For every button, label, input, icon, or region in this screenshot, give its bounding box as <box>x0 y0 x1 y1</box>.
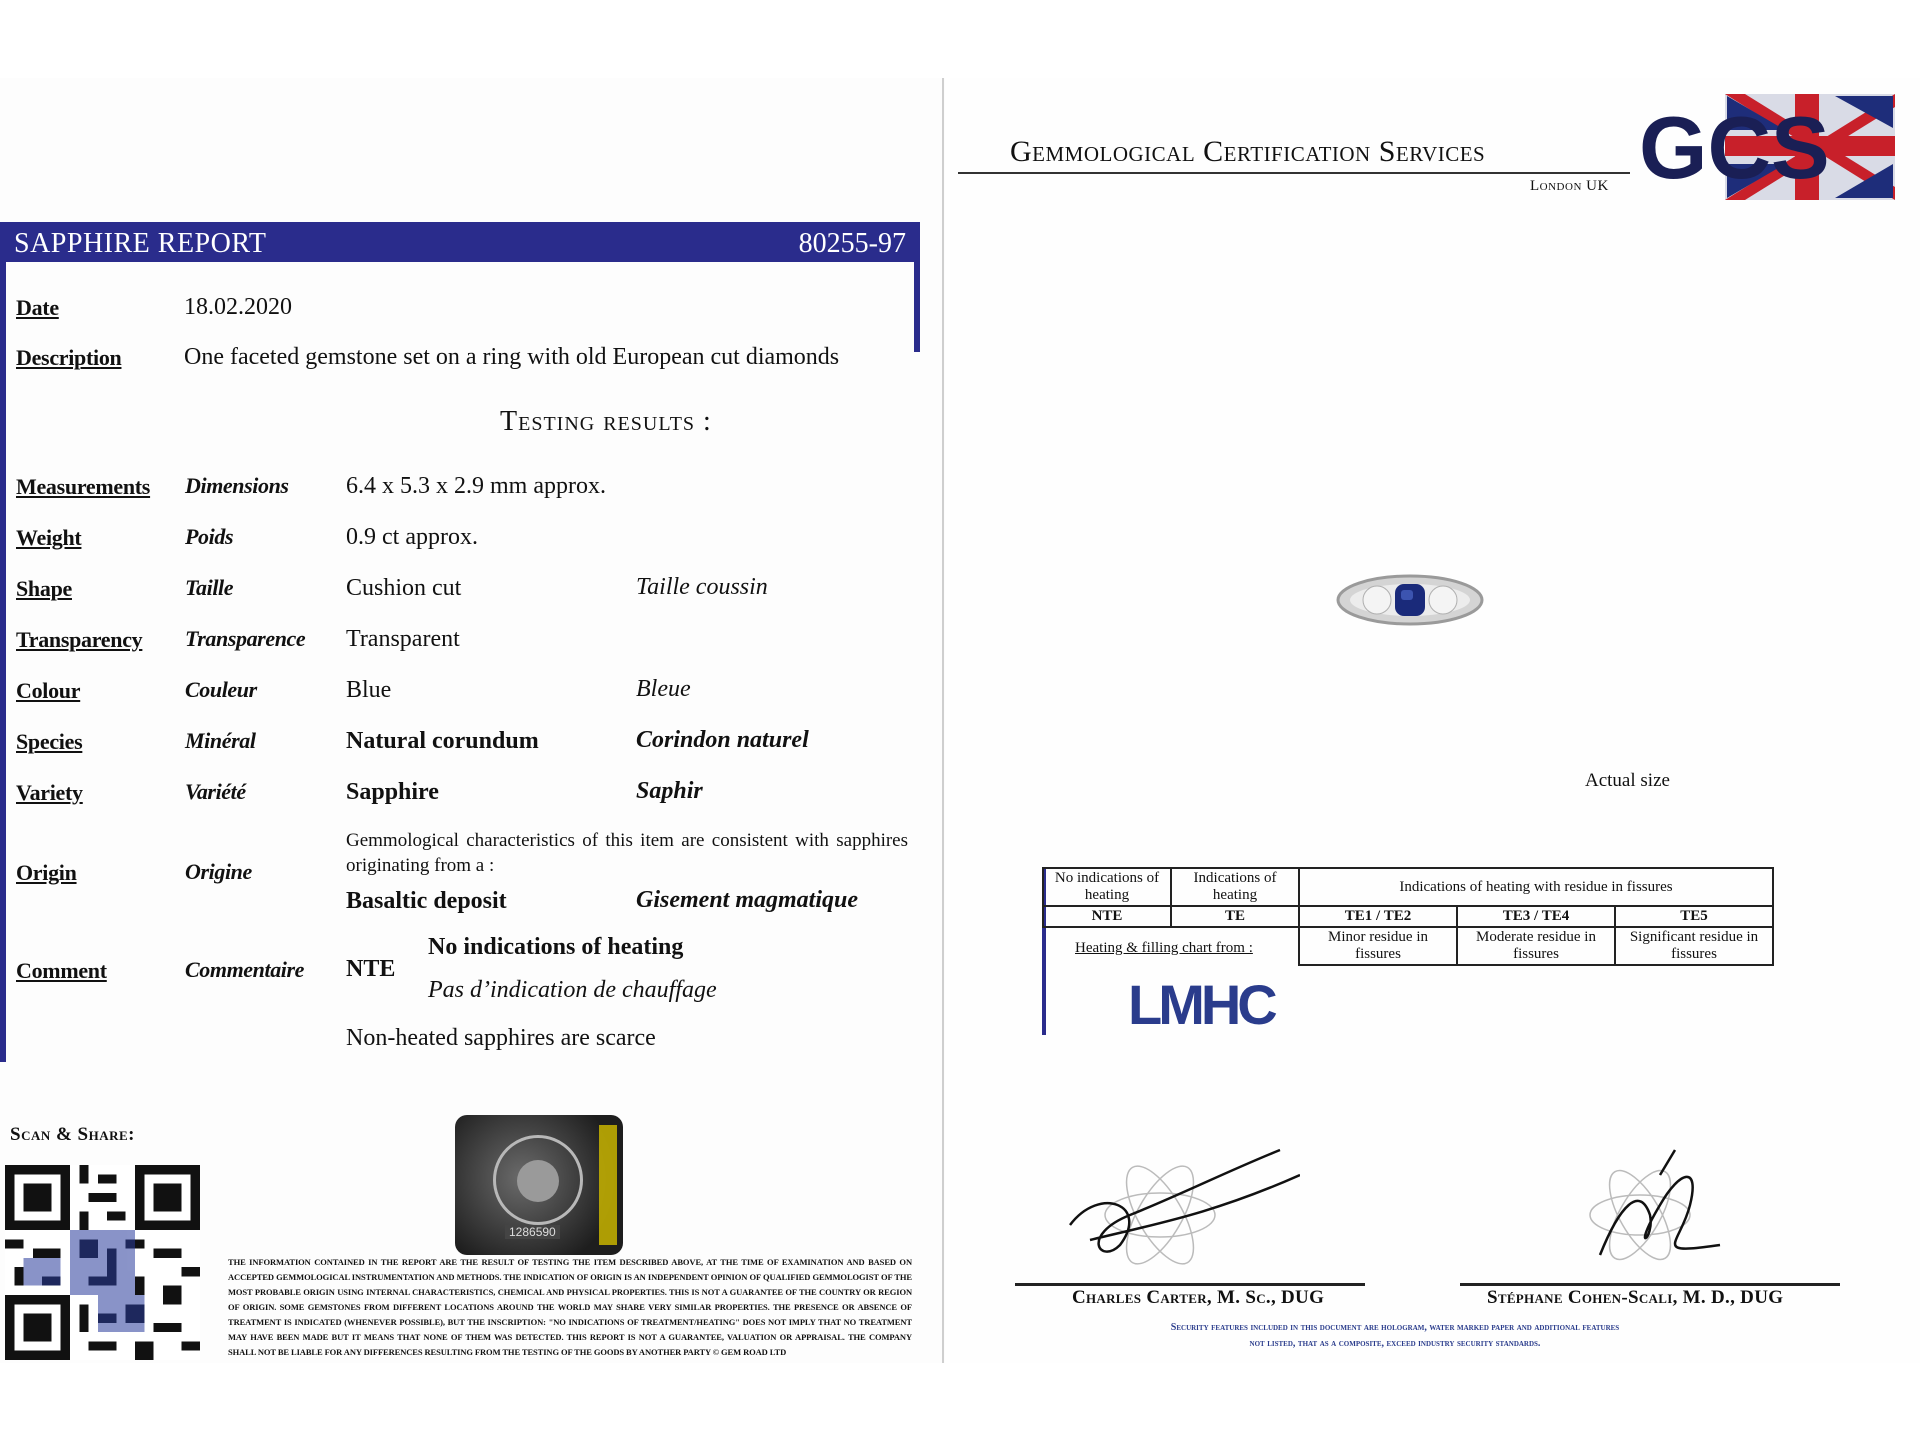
shape-fr: Taille <box>185 575 234 600</box>
weight-value: 0.9 ct approx. <box>346 524 478 550</box>
comment-note: Non-heated sapphires are scarce <box>346 1025 656 1051</box>
colour-label: Colour <box>16 678 81 703</box>
gcs-flag-logo <box>1635 92 1900 204</box>
origin-note: Gemmological characteristics of this item are consistent with sapphires originating from a : <box>346 830 908 876</box>
shape-value: Cushion cut <box>346 575 462 601</box>
comment-label: Comment <box>16 958 107 983</box>
title-rule <box>958 172 1630 174</box>
signatory-1: Charles Carter, M. Sc., DUG <box>1072 1287 1325 1308</box>
date-label: Date <box>16 295 59 320</box>
origin-label: Origin <box>16 860 77 885</box>
disclaimer-text: THE INFORMATION CONTAINED IN THE REPORT ARE THE RESULT OF TESTING THE ITEM DESCRIBED ABOVE, AT THE TIME OF EXAMINATION AND BASED ON ACCEPTED GEMMOLOGICAL INSTRUMENTATION AND METHODS. THE INDICATION OF ORIGIN IS AN INDEPENDENT OPINION OF QUALIFIED GEMMOLOGIST OF THE MOST PROBABLE ORIGIN USING INTERNAL CHARACTERISTICS, CHEMICAL AND PHYSICAL PROPERTIES. THIS IS NOT A GUARANTEE OF THE COUNTRY OR REGION OF ORIGIN. SOME GEMSTONES FROM DIFFERENT LOCATIONS AROUND THE WORLD MAY SHARE VERY SIMILAR PROPERTIES. THE PRESENCE OR ABSENCE OF TREATMENT IS INDICATED (WHENEVER POSSIBLE), BUT THE INSCRIPTION: "NO INDICATIONS OF TREATMENT/HEATING" DOES NOT IMPLY THAT NO TREATMENT MAY HAVE BEEN MADE BUT IT MEANS THAT NONE OF THEM WAS DETECTED. THIS REPORT IS NOT A GUARANTEE, VALUATION OR APPRAISAL. THE COMPANY SHALL NOT BE LIABLE FOR ANY DIFFERENCES RESULTING FROM THE TESTING OF THE GOODS BY ANOTHER PARTY © GEM ROAD LTD <box>228 1257 912 1357</box>
transparency-value: Transparent <box>346 626 460 652</box>
report-number: 80255-97 <box>798 228 906 259</box>
report-banner <box>0 222 920 262</box>
moderate-residue: Moderate residue in fissures <box>1457 927 1615 965</box>
colour-fr: Couleur <box>185 677 257 702</box>
comment-fr-value: Pas d’indication de chauffage <box>428 977 717 1003</box>
residue-header: Indications of heating with residue in fissures <box>1299 868 1773 906</box>
page-fold <box>942 78 944 1363</box>
code-te1-te2: TE1 / TE2 <box>1299 906 1457 927</box>
signature-cohen-scali <box>1560 1145 1760 1270</box>
ring-photo <box>1335 572 1485 628</box>
gcs-title: Gemmological Certification Services <box>1010 135 1486 168</box>
minor-residue: Minor residue in fissures <box>1299 927 1457 965</box>
scan-share-label: Scan & Share: <box>10 1124 136 1145</box>
variety-fr-value: Saphir <box>636 778 703 804</box>
comment-code: NTE <box>346 956 396 982</box>
no-heating-header: No indications of heating <box>1043 868 1171 906</box>
actual-size-label: Actual size <box>1585 770 1670 791</box>
variety-value: Sapphire <box>346 779 439 805</box>
comment-fr: Commentaire <box>185 957 305 982</box>
origin-fr-value: Gisement magmatique <box>636 887 858 913</box>
significant-residue: Significant residue in fissures <box>1615 927 1773 965</box>
measurements-fr: Dimensions <box>185 473 289 498</box>
variety-label: Variety <box>16 780 83 805</box>
qr-code[interactable] <box>0 1165 205 1360</box>
code-te5: TE5 <box>1615 906 1773 927</box>
gcs-location: London UK <box>1530 178 1609 194</box>
colour-value: Blue <box>346 677 392 703</box>
signatory-2: Stéphane Cohen-Scali, M. D., DUG <box>1487 1287 1784 1308</box>
lmhc-logo: LMHC <box>1128 973 1274 1036</box>
weight-label: Weight <box>16 525 82 550</box>
signature-carter <box>1060 1145 1300 1270</box>
right-accent-bar <box>914 262 920 352</box>
report-title: SAPPHIRE REPORT <box>14 228 267 259</box>
gcs-logo-text: GCS <box>1639 98 1830 197</box>
security-note: Security features included in this document are hologram, water marked paper and additional features not listed, that as a composite, exceed industry security standards. <box>1170 1322 1620 1349</box>
species-value: Natural corundum <box>346 728 539 754</box>
description-value: One faceted gemstone set on a ring with old European cut diamonds <box>184 344 840 370</box>
shape-fr-value: Taille coussin <box>636 574 768 600</box>
measurements-value: 6.4 x 5.3 x 2.9 mm approx. <box>346 473 606 499</box>
comment-value: No indications of heating <box>428 934 684 960</box>
testing-heading: Testing results : <box>500 406 712 437</box>
lock-icon <box>517 1160 559 1202</box>
description-label: Description <box>16 345 122 370</box>
signature-line-1 <box>1015 1283 1365 1286</box>
variety-fr: Variété <box>185 779 246 804</box>
doclock-hologram <box>455 1115 623 1255</box>
heating-header: Indications of heating <box>1171 868 1299 906</box>
origin-value: Basaltic deposit <box>346 888 507 914</box>
transparency-fr: Transparence <box>185 626 306 651</box>
code-te: TE <box>1171 906 1299 927</box>
species-label: Species <box>16 729 83 754</box>
date-value: 18.02.2020 <box>184 294 292 320</box>
colour-fr-value: Bleue <box>636 676 691 702</box>
left-accent-bar <box>0 262 6 1062</box>
signature-line-2 <box>1460 1283 1840 1286</box>
transparency-label: Transparency <box>16 627 143 652</box>
weight-fr: Poids <box>185 524 234 549</box>
origin-fr: Origine <box>185 859 252 884</box>
code-te3-te4: TE3 / TE4 <box>1457 906 1615 927</box>
species-fr: Minéral <box>185 728 256 753</box>
shape-label: Shape <box>16 576 72 601</box>
measurements-label: Measurements <box>16 474 151 499</box>
hologram-strip <box>599 1125 617 1245</box>
hologram-number: 1286590 <box>505 1225 560 1239</box>
chart-from-label: Heating & filling chart from : <box>1075 940 1253 956</box>
species-fr-value: Corindon naturel <box>636 727 809 753</box>
code-nte: NTE <box>1043 906 1171 927</box>
